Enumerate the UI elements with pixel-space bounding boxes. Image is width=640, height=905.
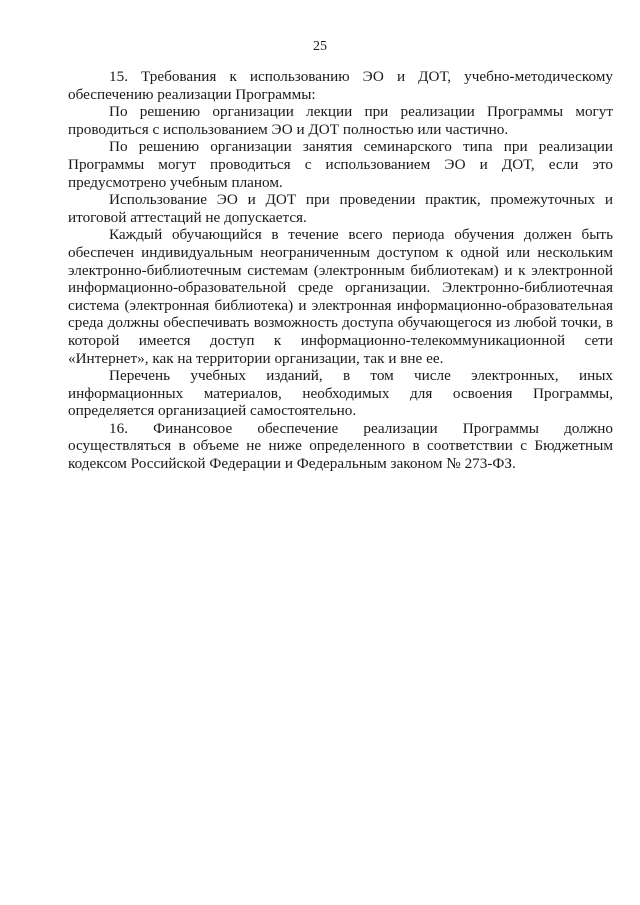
paragraph-library-access: Каждый обучающийся в течение всего периода обучения должен быть обеспечен индивидуальным неограниченным доступом к одной или нескольким электронно-библиотечным системам (электронным библиотекам) и к электронной информационно-образовательной среде организации. Электронно-библиотечная система (электронная библиотека) и электронная информационно-образовательная среда должны обеспечивать возможность доступа обучающегося из любой точки, в которой имеется доступ к информационно-телекоммуникационной сети «Интернет», как на территории организации, так и вне ее. [68, 226, 613, 367]
paragraph-seminars: По решению организации занятия семинарского типа при реализации Программы могут проводиться с использованием ЭО и ДОТ, если это предусмотрено учебным планом. [68, 138, 613, 191]
page-number: 25 [313, 39, 327, 54]
paragraph-section-15-heading: 15. Требования к использованию ЭО и ДОТ, учебно-методическому обеспечению реализации Программы: [68, 68, 613, 103]
paragraph-section-16-financing: 16. Финансовое обеспечение реализации Программы должно осуществляться в объеме не ниже определенного в соответствии с Бюджетным кодексом Российской Федерации и Федеральным законом № 273-ФЗ. [68, 419, 613, 473]
document-body [68, 68, 613, 473]
paragraph-lectures: По решению организации лекции при реализации Программы могут проводиться с использованием ЭО и ДОТ полностью или частично. [68, 103, 613, 138]
paragraph-publications-list: Перечень учебных изданий, в том числе электронных, иных информационных материалов, необходимых для освоения Программы, определяется организацией самостоятельно. [68, 367, 613, 420]
paragraph-practice-restriction: Использование ЭО и ДОТ при проведении практик, промежуточных и итоговой аттестаций не допускается. [68, 191, 613, 226]
